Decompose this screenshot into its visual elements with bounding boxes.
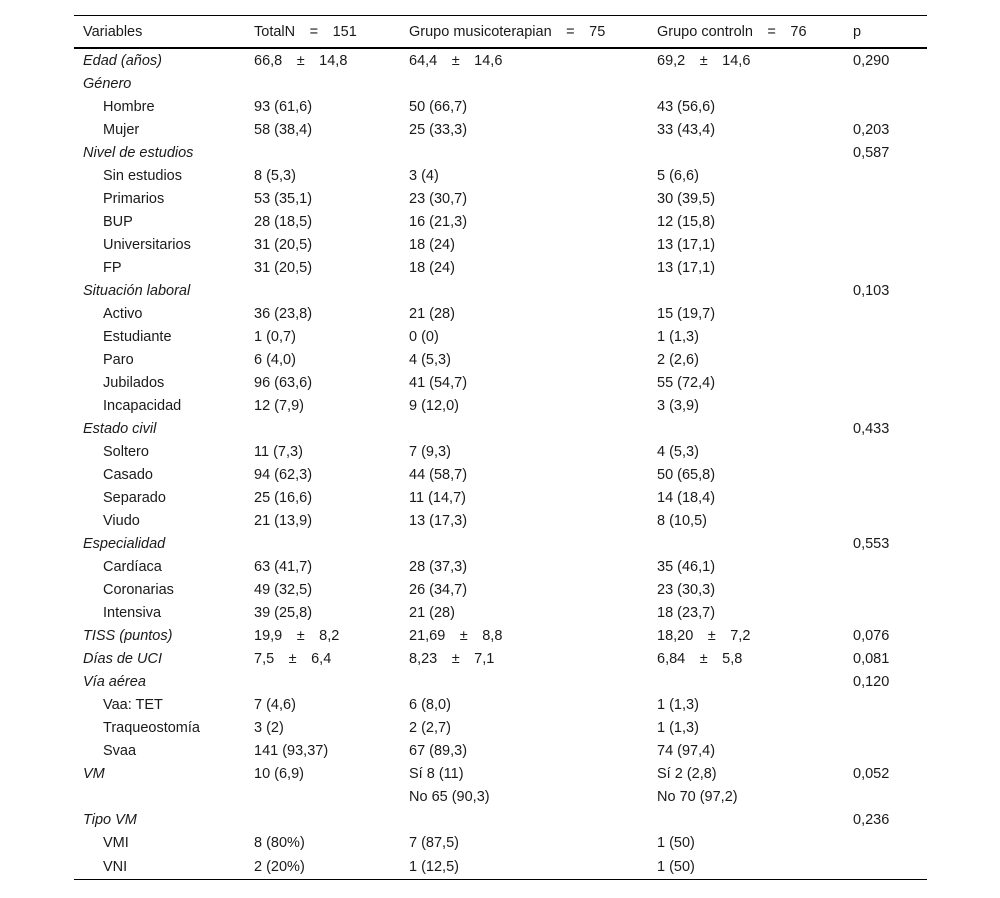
p-value-cell — [844, 256, 927, 279]
table-body — [74, 48, 927, 880]
p-value-cell: 0,290 — [853, 52, 890, 69]
music-group-cell: 1 (12,5) — [400, 854, 648, 880]
variable-cell — [74, 785, 245, 808]
music-group-cell: 8,23 ± 7,1 — [409, 650, 495, 667]
control-group-cell: 18 (23,7) — [657, 604, 716, 621]
variable-cell: Sin estudios — [103, 167, 182, 184]
total-cell — [245, 141, 400, 164]
total-cell: 39 (25,8) — [254, 604, 313, 621]
variable-cell: Nivel de estudios — [83, 144, 194, 161]
control-group-cell: 23 (30,3) — [657, 581, 716, 598]
p-value-cell — [844, 601, 927, 624]
control-group-cell: 6,84 ± 5,8 — [657, 650, 743, 667]
table-row — [74, 555, 927, 578]
control-group-cell: No 70 (97,2) — [657, 788, 738, 805]
table-row — [74, 394, 927, 417]
table-row — [74, 532, 927, 555]
music-group-cell — [400, 279, 648, 302]
table-row — [74, 164, 927, 187]
variable-cell: Vía aérea — [83, 673, 146, 690]
variable-cell: Días de UCI — [83, 650, 162, 667]
table-row — [74, 118, 927, 141]
variable-cell: Primarios — [103, 190, 165, 207]
header-p-value: p — [844, 16, 927, 49]
variable-cell: TISS (puntos) — [83, 627, 173, 644]
variable-cell: VM — [83, 765, 105, 782]
total-cell: 6 (4,0) — [254, 351, 296, 368]
control-group-cell: 35 (46,1) — [657, 558, 716, 575]
p-value-cell — [844, 164, 927, 187]
p-value-cell — [844, 463, 927, 486]
total-cell: 66,8 ± 14,8 — [254, 52, 348, 69]
p-value-cell: 0,052 — [853, 765, 890, 782]
control-group-cell: 12 (15,8) — [657, 213, 716, 230]
music-group-cell — [400, 532, 648, 555]
table-row — [74, 509, 927, 532]
variable-cell: BUP — [103, 213, 133, 230]
demographics-table — [74, 15, 927, 880]
music-group-cell — [400, 808, 648, 831]
p-value-cell — [844, 325, 927, 348]
p-value-cell — [844, 486, 927, 509]
total-cell: 58 (38,4) — [254, 121, 313, 138]
music-group-cell — [400, 670, 648, 693]
p-value-cell — [844, 854, 927, 880]
total-cell — [245, 532, 400, 555]
variable-cell: Vaa: TET — [103, 696, 163, 713]
table-row — [74, 325, 927, 348]
music-group-cell: 0 (0) — [409, 328, 439, 345]
total-cell: 49 (32,5) — [254, 581, 313, 598]
variable-cell: Activo — [103, 305, 143, 322]
total-cell: 28 (18,5) — [254, 213, 313, 230]
control-group-cell: 5 (6,6) — [657, 167, 699, 184]
table-row — [74, 440, 927, 463]
variable-cell: Mujer — [103, 121, 140, 138]
p-value-cell — [844, 371, 927, 394]
control-group-cell — [648, 670, 844, 693]
total-cell: 8 (80%) — [254, 834, 305, 851]
p-value-cell — [844, 72, 927, 95]
control-group-cell: 43 (56,6) — [657, 98, 716, 115]
table-row — [74, 48, 927, 72]
music-group-cell: 7 (9,3) — [409, 443, 451, 460]
total-cell: 25 (16,6) — [254, 489, 313, 506]
total-cell: 31 (20,5) — [254, 259, 313, 276]
variable-cell: FP — [103, 259, 122, 276]
music-group-cell: 4 (5,3) — [409, 351, 451, 368]
control-group-cell — [648, 417, 844, 440]
total-cell: 2 (20%) — [245, 854, 400, 880]
total-cell: 53 (35,1) — [254, 190, 313, 207]
variable-cell: Casado — [103, 466, 153, 483]
variable-cell: Jubilados — [103, 374, 165, 391]
control-group-cell — [648, 808, 844, 831]
table-row — [74, 808, 927, 831]
music-group-cell: 67 (89,3) — [409, 742, 468, 759]
total-cell: 12 (7,9) — [254, 397, 304, 414]
total-cell: 141 (93,37) — [254, 742, 329, 759]
control-group-cell: 4 (5,3) — [657, 443, 699, 460]
variable-cell: Cardíaca — [103, 558, 162, 575]
control-group-cell: 8 (10,5) — [657, 512, 707, 529]
total-cell: 1 (0,7) — [254, 328, 296, 345]
table-row — [74, 187, 927, 210]
p-value-cell — [844, 233, 927, 256]
table-row — [74, 210, 927, 233]
table-row — [74, 693, 927, 716]
header-total: TotalN = 151 — [245, 16, 400, 49]
total-cell: 11 (7,3) — [254, 443, 303, 460]
music-group-cell: 28 (37,3) — [409, 558, 468, 575]
total-cell — [245, 417, 400, 440]
variable-cell: Coronarias — [103, 581, 174, 598]
control-group-cell: 55 (72,4) — [657, 374, 716, 391]
p-value-cell: 0,103 — [853, 282, 890, 299]
variable-cell: VNI — [74, 854, 245, 880]
p-value-cell: 0,076 — [853, 627, 890, 644]
control-group-cell: 13 (17,1) — [657, 236, 716, 253]
control-group-cell: 15 (19,7) — [657, 305, 716, 322]
p-value-cell — [844, 187, 927, 210]
table-row — [74, 854, 927, 880]
variable-cell: Viudo — [103, 512, 140, 529]
variable-cell: Situación laboral — [83, 282, 191, 299]
control-group-cell: 1 (1,3) — [657, 328, 699, 345]
control-group-cell: 50 (65,8) — [657, 466, 716, 483]
p-value-cell: 0,081 — [853, 650, 890, 667]
music-group-cell: 9 (12,0) — [409, 397, 459, 414]
p-value-cell: 0,587 — [853, 144, 890, 161]
p-value-cell — [844, 95, 927, 118]
control-group-cell — [648, 141, 844, 164]
music-group-cell: 25 (33,3) — [409, 121, 468, 138]
control-group-cell: 1 (50) — [648, 854, 844, 880]
music-group-cell: 2 (2,7) — [409, 719, 451, 736]
p-value-cell — [844, 348, 927, 371]
p-value-cell — [844, 302, 927, 325]
total-cell: 19,9 ± 8,2 — [254, 627, 340, 644]
variable-cell: Svaa — [103, 742, 137, 759]
variable-cell: Separado — [103, 489, 166, 506]
variable-cell: Intensiva — [103, 604, 162, 621]
music-group-cell: No 65 (90,3) — [409, 788, 490, 805]
variable-cell: Incapacidad — [103, 397, 182, 414]
variable-cell: Traqueostomía — [103, 719, 200, 736]
header-row — [74, 16, 927, 49]
control-group-cell: 3 (3,9) — [657, 397, 699, 414]
music-group-cell: 11 (14,7) — [409, 489, 466, 506]
music-group-cell: 3 (4) — [409, 167, 439, 184]
music-group-cell: 21,69 ± 8,8 — [409, 627, 503, 644]
control-group-cell — [648, 72, 844, 95]
music-group-cell: 44 (58,7) — [409, 466, 468, 483]
total-cell: 8 (5,3) — [254, 167, 296, 184]
music-group-cell: 18 (24) — [409, 236, 455, 253]
music-group-cell: 21 (28) — [409, 305, 455, 322]
table-row — [74, 141, 927, 164]
header-variables: Variables — [74, 16, 245, 49]
table-row — [74, 831, 927, 854]
control-group-cell: 1 (50) — [657, 834, 695, 851]
table-row — [74, 762, 927, 785]
control-group-cell: 33 (43,4) — [657, 121, 716, 138]
music-group-cell — [400, 417, 648, 440]
music-group-cell — [400, 141, 648, 164]
variable-cell: Hombre — [103, 98, 155, 115]
control-group-cell: 1 (1,3) — [657, 696, 699, 713]
music-group-cell: 6 (8,0) — [409, 696, 451, 713]
control-group-cell: 74 (97,4) — [657, 742, 716, 759]
total-cell: 21 (13,9) — [254, 512, 313, 529]
p-value-cell — [844, 578, 927, 601]
control-group-cell — [648, 279, 844, 302]
table-row — [74, 578, 927, 601]
variable-cell: Tipo VM — [83, 811, 137, 828]
control-group-cell: 18,20 ± 7,2 — [657, 627, 751, 644]
control-group-cell — [648, 532, 844, 555]
variable-cell: Estado civil — [83, 420, 157, 437]
variable-cell: Género — [83, 75, 132, 92]
table-row — [74, 95, 927, 118]
table-row — [74, 256, 927, 279]
p-value-cell — [844, 394, 927, 417]
music-group-cell: 13 (17,3) — [409, 512, 468, 529]
total-cell: 3 (2) — [254, 719, 284, 736]
music-group-cell: 21 (28) — [409, 604, 455, 621]
control-group-cell: 13 (17,1) — [657, 259, 716, 276]
total-cell — [245, 785, 400, 808]
table-row — [74, 279, 927, 302]
p-value-cell — [844, 785, 927, 808]
header-control-group: Grupo controln = 76 — [648, 16, 844, 49]
control-group-cell: Sí 2 (2,8) — [657, 765, 717, 782]
table-row — [74, 72, 927, 95]
music-group-cell: 18 (24) — [409, 259, 455, 276]
music-group-cell — [400, 72, 648, 95]
p-value-cell — [844, 739, 927, 762]
total-cell — [245, 279, 400, 302]
table-row — [74, 739, 927, 762]
p-value-cell — [844, 831, 927, 854]
variable-cell: Soltero — [103, 443, 149, 460]
variable-cell: Especialidad — [83, 535, 166, 552]
p-value-cell — [844, 555, 927, 578]
total-cell: 94 (62,3) — [254, 466, 313, 483]
p-value-cell — [844, 693, 927, 716]
table-row — [74, 233, 927, 256]
table-row — [74, 463, 927, 486]
total-cell: 63 (41,7) — [254, 558, 313, 575]
variable-cell: Estudiante — [103, 328, 172, 345]
music-group-cell: 64,4 ± 14,6 — [409, 52, 503, 69]
music-group-cell: 16 (21,3) — [409, 213, 468, 230]
music-group-cell: 26 (34,7) — [409, 581, 468, 598]
p-value-cell: 0,433 — [853, 420, 890, 437]
p-value-cell: 0,203 — [853, 121, 890, 138]
music-group-cell: 50 (66,7) — [409, 98, 468, 115]
table-row — [74, 647, 927, 670]
p-value-cell — [844, 509, 927, 532]
p-value-cell — [844, 210, 927, 233]
total-cell: 93 (61,6) — [254, 98, 313, 115]
control-group-cell: 30 (39,5) — [657, 190, 716, 207]
variable-cell: Paro — [103, 351, 134, 368]
table-row — [74, 348, 927, 371]
music-group-cell: 41 (54,7) — [409, 374, 468, 391]
total-cell — [245, 670, 400, 693]
variable-cell: Universitarios — [103, 236, 191, 253]
total-cell — [245, 72, 400, 95]
table-row — [74, 670, 927, 693]
table-row — [74, 624, 927, 647]
music-group-cell: 7 (87,5) — [409, 834, 459, 851]
music-group-cell: 23 (30,7) — [409, 190, 468, 207]
table-row — [74, 302, 927, 325]
music-group-cell: Sí 8 (11) — [409, 765, 464, 782]
total-cell: 36 (23,8) — [254, 305, 313, 322]
p-value-cell — [844, 440, 927, 463]
total-cell: 7 (4,6) — [254, 696, 296, 713]
total-cell: 31 (20,5) — [254, 236, 313, 253]
total-cell: 7,5 ± 6,4 — [254, 650, 332, 667]
total-cell — [245, 808, 400, 831]
p-value-cell: 0,120 — [853, 673, 890, 690]
table-row — [74, 716, 927, 739]
table-row — [74, 601, 927, 624]
table-row — [74, 371, 927, 394]
p-value-cell: 0,236 — [853, 811, 890, 828]
control-group-cell: 14 (18,4) — [657, 489, 716, 506]
control-group-cell: 69,2 ± 14,6 — [657, 52, 751, 69]
table-row — [74, 785, 927, 808]
header-music-group: Grupo musicoterapian = 75 — [400, 16, 648, 49]
variable-cell: VMI — [103, 834, 129, 851]
table-row — [74, 417, 927, 440]
total-cell: 10 (6,9) — [254, 765, 304, 782]
total-cell: 96 (63,6) — [254, 374, 313, 391]
p-value-cell — [844, 716, 927, 739]
control-group-cell: 1 (1,3) — [657, 719, 699, 736]
p-value-cell: 0,553 — [853, 535, 890, 552]
variable-cell: Edad (años) — [83, 52, 162, 69]
control-group-cell: 2 (2,6) — [657, 351, 699, 368]
table-row — [74, 486, 927, 509]
